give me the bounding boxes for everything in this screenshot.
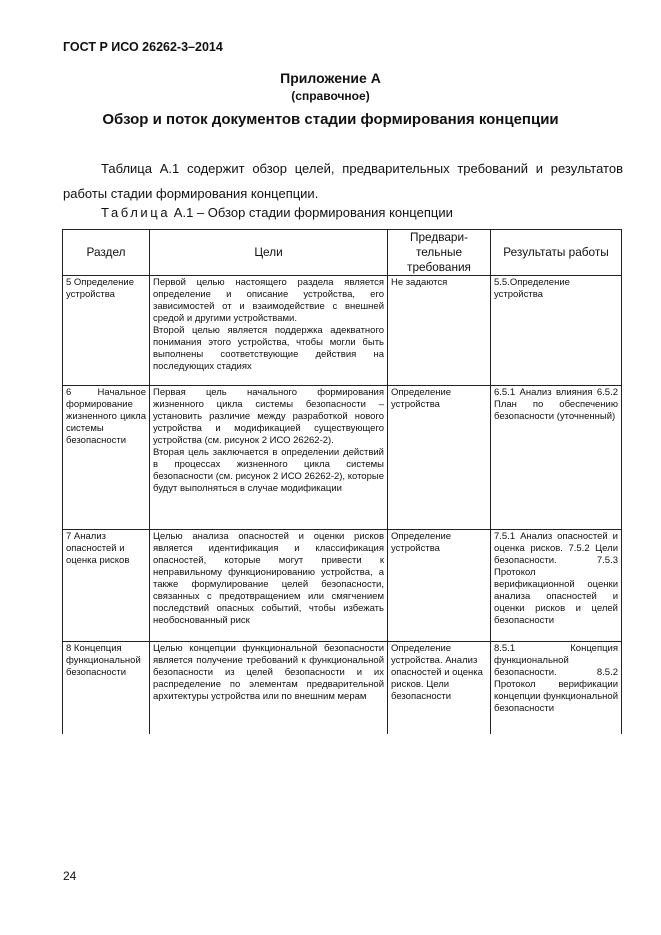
goal-text: Целью анализа опасностей и оценки рисков является идентификация и классификация опасностей, которые могут привести к неправильному функционированию устройства, а также формулирование целей безопасности, связанных с предотвращением или смягчением последствий опасных событий, чтобы избежать необоснованный риск bbox=[153, 531, 384, 626]
table-row bbox=[63, 276, 622, 386]
intro-paragraph: Таблица А.1 содержит обзор целей, предварительных требований и результатов работы стадии формирования концепции. bbox=[63, 161, 623, 201]
cell-prerequisites: Определение устройства. Анализ опасностей и оценка рисков. Цели безопасности bbox=[388, 642, 491, 734]
appendix-title: Приложение А bbox=[280, 70, 381, 86]
cell-prerequisites: Определение устройства bbox=[388, 530, 491, 642]
cell-outputs: 5.5.Определение устройства bbox=[491, 276, 622, 386]
cell-section: 5 Определение устройства bbox=[63, 276, 150, 386]
document-code: ГОСТ Р ИСО 26262-3–2014 bbox=[63, 40, 223, 54]
cell-goals bbox=[150, 276, 388, 386]
appendix-subtitle: (справочное) bbox=[291, 89, 370, 103]
overview-table bbox=[62, 229, 622, 734]
appendix-heading: Обзор и поток документов стадии формирования концепции bbox=[102, 111, 559, 128]
cell-section: 6 Начальное формирование жизненного цикла системы безопасности bbox=[63, 386, 150, 530]
cell-outputs: 6.5.1 Анализ влияния 6.5.2 План по обеспечению безопасности (уточненный) bbox=[491, 386, 622, 530]
table-header-row bbox=[63, 230, 622, 276]
table-row bbox=[63, 642, 622, 734]
page-number: 24 bbox=[63, 869, 77, 883]
cell-goals bbox=[150, 642, 388, 734]
cell-prerequisites: Определение устройства bbox=[388, 386, 491, 530]
cell-goals bbox=[150, 530, 388, 642]
cell-prerequisites: Не задаются bbox=[388, 276, 491, 386]
goal-text: Первой целью настоящего раздела является определение и описание устройства, его зависимостей от и взаимодействие с внешней средой и другими устройствами. bbox=[153, 277, 384, 324]
cell-section: 8 Концепция функциональной безопасности bbox=[63, 642, 150, 734]
column-header-outputs: Результаты работы bbox=[491, 230, 622, 276]
table-caption-label: Таблица bbox=[101, 205, 171, 220]
goal-text: Второй целью является поддержка адекватного понимания этого устройства, чтобы могли быть выполнены соответствующие действия на последующих стадиях bbox=[153, 325, 384, 372]
goal-text: Первая цель начального формирования жизненного цикла системы безопасности – установить различие между разработкой нового устройства и модификацией существующего устройства (см. рисунок 2 ИСО 26262-2). bbox=[153, 387, 384, 446]
cell-outputs: 8.5.1 Концепция функциональной безопасности. 8.5.2 Протокол верификации концепции функциональной безопасности bbox=[491, 642, 622, 734]
goal-text: Целью концепции функциональной безопасности является получение требований к функциональной безопасности из целей безопасности и их распределение по элементам предварительной архитектуры устройства или по внешним мерам bbox=[153, 643, 384, 702]
goal-text: Вторая цель заключается в определении действий в процессах жизненного цикла системы безопасности (см. рисунок 2 ИСО 26262-2), которые будут выполняться в случае модификации bbox=[153, 447, 384, 494]
cell-goals bbox=[150, 386, 388, 530]
cell-outputs: 7.5.1 Анализ опасностей и оценка рисков. 7.5.2 Цели безопасности. 7.5.3 Протокол верификационной оценки анализа опасностей и оценки рисков и целей безопасности bbox=[491, 530, 622, 642]
table-row bbox=[63, 530, 622, 642]
table-caption bbox=[101, 205, 453, 220]
column-header-section: Раздел bbox=[63, 230, 150, 276]
column-header-prerequisites: Предвари-тельные требования bbox=[388, 230, 491, 276]
table-caption-rest: А.1 – Обзор стадии формирования концепции bbox=[170, 205, 453, 220]
column-header-goals: Цели bbox=[150, 230, 388, 276]
table-row bbox=[63, 386, 622, 530]
cell-section: 7 Анализ опасностей и оценка рисков bbox=[63, 530, 150, 642]
